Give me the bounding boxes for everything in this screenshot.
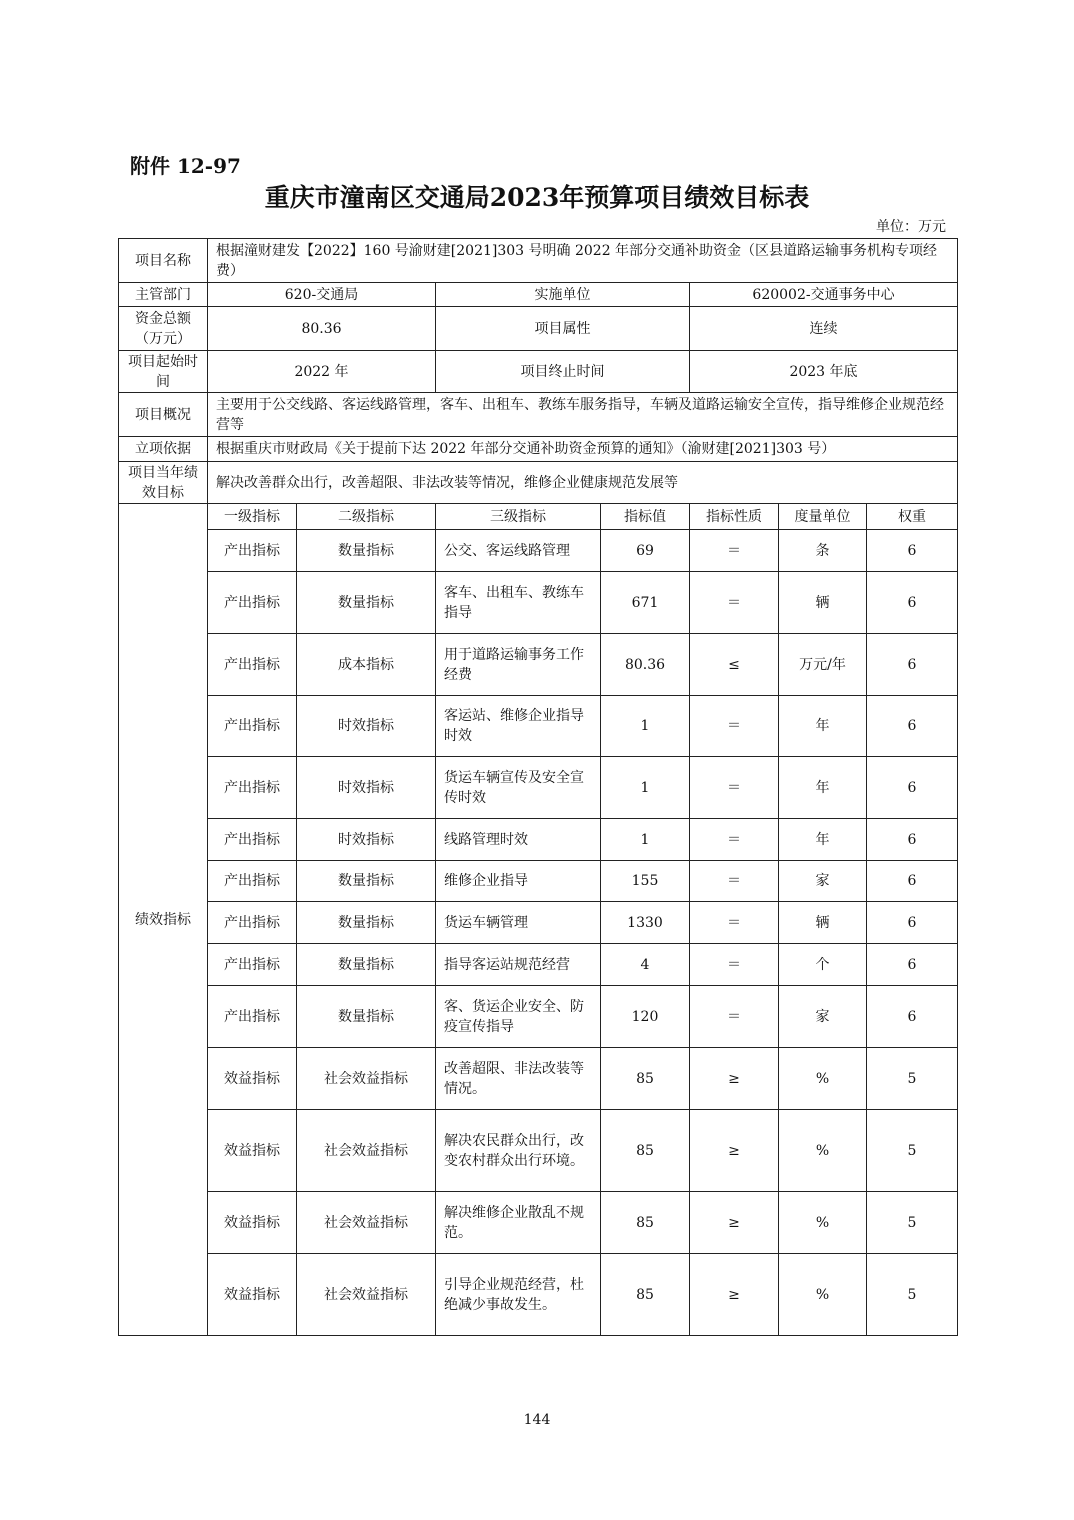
table-row: [119, 986, 958, 1048]
attr-label: 项目属性: [436, 307, 690, 351]
cell-nature: ≤: [690, 634, 779, 696]
header-level1: 一级指标: [208, 504, 297, 530]
cell-level1: 效益指标: [208, 1192, 297, 1254]
header-weight: 权重: [867, 504, 958, 530]
cell-level1: 产出指标: [208, 986, 297, 1048]
cell-unit: 万元/年: [779, 634, 867, 696]
cell-level1: 产出指标: [208, 819, 297, 861]
header-level2: 二级指标: [297, 504, 436, 530]
overview-value: 主要用于公交线路、客运线路管理，客车、出租车、教练车服务指导，车辆及道路运输安全宣传，指导维修企业规范经营等: [208, 393, 958, 437]
cell-nature: ＝: [690, 696, 779, 757]
cell-level3: 解决维修企业散乱不规范。: [436, 1192, 601, 1254]
cell-unit: %: [779, 1254, 867, 1336]
cell-level3: 解决农民群众出行，改变农村群众出行环境。: [436, 1110, 601, 1192]
cell-nature: ≥: [690, 1192, 779, 1254]
dept-label: 主管部门: [119, 283, 208, 307]
cell-level1: 产出指标: [208, 530, 297, 572]
header-value: 指标值: [601, 504, 690, 530]
cell-value: 120: [601, 986, 690, 1048]
cell-value: 4: [601, 944, 690, 986]
cell-value: 85: [601, 1048, 690, 1110]
attr-value: 连续: [690, 307, 958, 351]
cell-level3: 引导企业规范经营，杜绝减少事故发生。: [436, 1254, 601, 1336]
cell-level3: 客运站、维修企业指导时效: [436, 696, 601, 757]
project-name: 根据潼财建发【2022】160 号渝财建[2021]303 号明确 2022 年部分交通补助资金（区县道路运输事务机构专项经费）: [208, 239, 958, 283]
table-row: [119, 861, 958, 902]
end-label: 项目终止时间: [436, 351, 690, 393]
cell-level1: 产出指标: [208, 696, 297, 757]
fund-value: 80.36: [208, 307, 436, 351]
cell-level3: 客车、出租车、教练车指导: [436, 572, 601, 634]
cell-unit: 年: [779, 757, 867, 819]
goal-label: 项目当年绩效目标: [119, 462, 208, 504]
cell-level3: 线路管理时效: [436, 819, 601, 861]
cell-level3: 改善超限、非法改装等情况。: [436, 1048, 601, 1110]
cell-level1: 产出指标: [208, 634, 297, 696]
cell-level2: 时效指标: [297, 819, 436, 861]
performance-table: [118, 238, 958, 1336]
cell-value: 85: [601, 1254, 690, 1336]
cell-value: 1: [601, 819, 690, 861]
cell-level2: 社会效益指标: [297, 1048, 436, 1110]
table-row: [119, 1110, 958, 1192]
cell-level1: 产出指标: [208, 861, 297, 902]
cell-unit: %: [779, 1048, 867, 1110]
cell-value: 155: [601, 861, 690, 902]
cell-weight: 6: [867, 634, 958, 696]
cell-level2: 社会效益指标: [297, 1192, 436, 1254]
cell-level2: 时效指标: [297, 757, 436, 819]
cell-level2: 社会效益指标: [297, 1254, 436, 1336]
impl-value: 620002-交通事务中心: [690, 283, 958, 307]
basis-value: 根据重庆市财政局《关于提前下达 2022 年部分交通补助资金预算的通知》（渝财建[2021]303 号）: [208, 437, 958, 462]
basis-label: 立项依据: [119, 437, 208, 462]
cell-unit: 年: [779, 696, 867, 757]
cell-nature: ＝: [690, 861, 779, 902]
cell-weight: 6: [867, 757, 958, 819]
end-value: 2023 年底: [690, 351, 958, 393]
project-name-label: 项目名称: [119, 239, 208, 283]
impl-label: 实施单位: [436, 283, 690, 307]
cell-level2: 数量指标: [297, 572, 436, 634]
cell-nature: ＝: [690, 757, 779, 819]
cell-unit: 家: [779, 861, 867, 902]
table-row: [119, 757, 958, 819]
table-row: [119, 1048, 958, 1110]
cell-unit: %: [779, 1192, 867, 1254]
start-value: 2022 年: [208, 351, 436, 393]
cell-weight: 5: [867, 1110, 958, 1192]
cell-level2: 数量指标: [297, 530, 436, 572]
cell-weight: 6: [867, 902, 958, 944]
cell-unit: 条: [779, 530, 867, 572]
cell-level3: 指导客运站规范经营: [436, 944, 601, 986]
table-row: [119, 634, 958, 696]
cell-value: 69: [601, 530, 690, 572]
attachment-number: 附件 12-97: [130, 154, 241, 178]
cell-nature: ＝: [690, 530, 779, 572]
table-row: [119, 572, 958, 634]
cell-level2: 数量指标: [297, 861, 436, 902]
cell-unit: 家: [779, 986, 867, 1048]
cell-level1: 产出指标: [208, 572, 297, 634]
cell-level2: 数量指标: [297, 902, 436, 944]
cell-value: 1: [601, 696, 690, 757]
cell-level1: 效益指标: [208, 1254, 297, 1336]
cell-level2: 时效指标: [297, 696, 436, 757]
cell-level3: 货运车辆管理: [436, 902, 601, 944]
cell-nature: ＝: [690, 572, 779, 634]
cell-level3: 用于道路运输事务工作经费: [436, 634, 601, 696]
indicators-label: 绩效指标: [119, 504, 208, 1336]
cell-nature: ＝: [690, 902, 779, 944]
table-row: [119, 696, 958, 757]
cell-weight: 6: [867, 986, 958, 1048]
cell-nature: ＝: [690, 986, 779, 1048]
cell-nature: ≥: [690, 1254, 779, 1336]
cell-level3: 维修企业指导: [436, 861, 601, 902]
dept-value: 620-交通局: [208, 283, 436, 307]
cell-weight: 6: [867, 819, 958, 861]
table-row: [119, 1254, 958, 1336]
cell-level2: 社会效益指标: [297, 1110, 436, 1192]
cell-nature: ≥: [690, 1110, 779, 1192]
cell-level3: 货运车辆宣传及安全宣传时效: [436, 757, 601, 819]
cell-level1: 产出指标: [208, 944, 297, 986]
table-row: [119, 819, 958, 861]
cell-value: 80.36: [601, 634, 690, 696]
table-row: [119, 902, 958, 944]
cell-weight: 5: [867, 1048, 958, 1110]
overview-label: 项目概况: [119, 393, 208, 437]
cell-weight: 6: [867, 944, 958, 986]
table-row: [119, 1192, 958, 1254]
table-row: [119, 530, 958, 572]
cell-level1: 产出指标: [208, 757, 297, 819]
cell-value: 1: [601, 757, 690, 819]
goal-value: 解决改善群众出行，改善超限、非法改装等情况，维修企业健康规范发展等: [208, 462, 958, 504]
page-title: 重庆市潼南区交通局2023年预算项目绩效目标表: [264, 183, 810, 212]
fund-label: 资金总额（万元）: [119, 307, 208, 351]
cell-nature: ≥: [690, 1048, 779, 1110]
cell-weight: 6: [867, 530, 958, 572]
cell-level2: 数量指标: [297, 944, 436, 986]
cell-unit: 辆: [779, 572, 867, 634]
header-level3: 三级指标: [436, 504, 601, 530]
cell-level3: 公交、客运线路管理: [436, 530, 601, 572]
cell-level1: 效益指标: [208, 1048, 297, 1110]
cell-nature: ＝: [690, 819, 779, 861]
cell-value: 85: [601, 1192, 690, 1254]
start-label: 项目起始时间: [119, 351, 208, 393]
cell-weight: 6: [867, 572, 958, 634]
cell-value: 85: [601, 1110, 690, 1192]
cell-nature: ＝: [690, 944, 779, 986]
cell-weight: 5: [867, 1192, 958, 1254]
cell-unit: 辆: [779, 902, 867, 944]
cell-level1: 效益指标: [208, 1110, 297, 1192]
header-nature: 指标性质: [690, 504, 779, 530]
cell-unit: 年: [779, 819, 867, 861]
cell-unit: 个: [779, 944, 867, 986]
cell-weight: 6: [867, 696, 958, 757]
cell-value: 671: [601, 572, 690, 634]
cell-level3: 客、货运企业安全、防疫宣传指导: [436, 986, 601, 1048]
unit-label: 单位：万元: [876, 219, 946, 235]
cell-level2: 数量指标: [297, 986, 436, 1048]
cell-value: 1330: [601, 902, 690, 944]
cell-unit: %: [779, 1110, 867, 1192]
cell-weight: 6: [867, 861, 958, 902]
cell-level2: 成本指标: [297, 634, 436, 696]
cell-level1: 产出指标: [208, 902, 297, 944]
header-unit: 度量单位: [779, 504, 867, 530]
page-number: 144: [523, 1412, 551, 1428]
table-row: [119, 944, 958, 986]
cell-weight: 5: [867, 1254, 958, 1336]
